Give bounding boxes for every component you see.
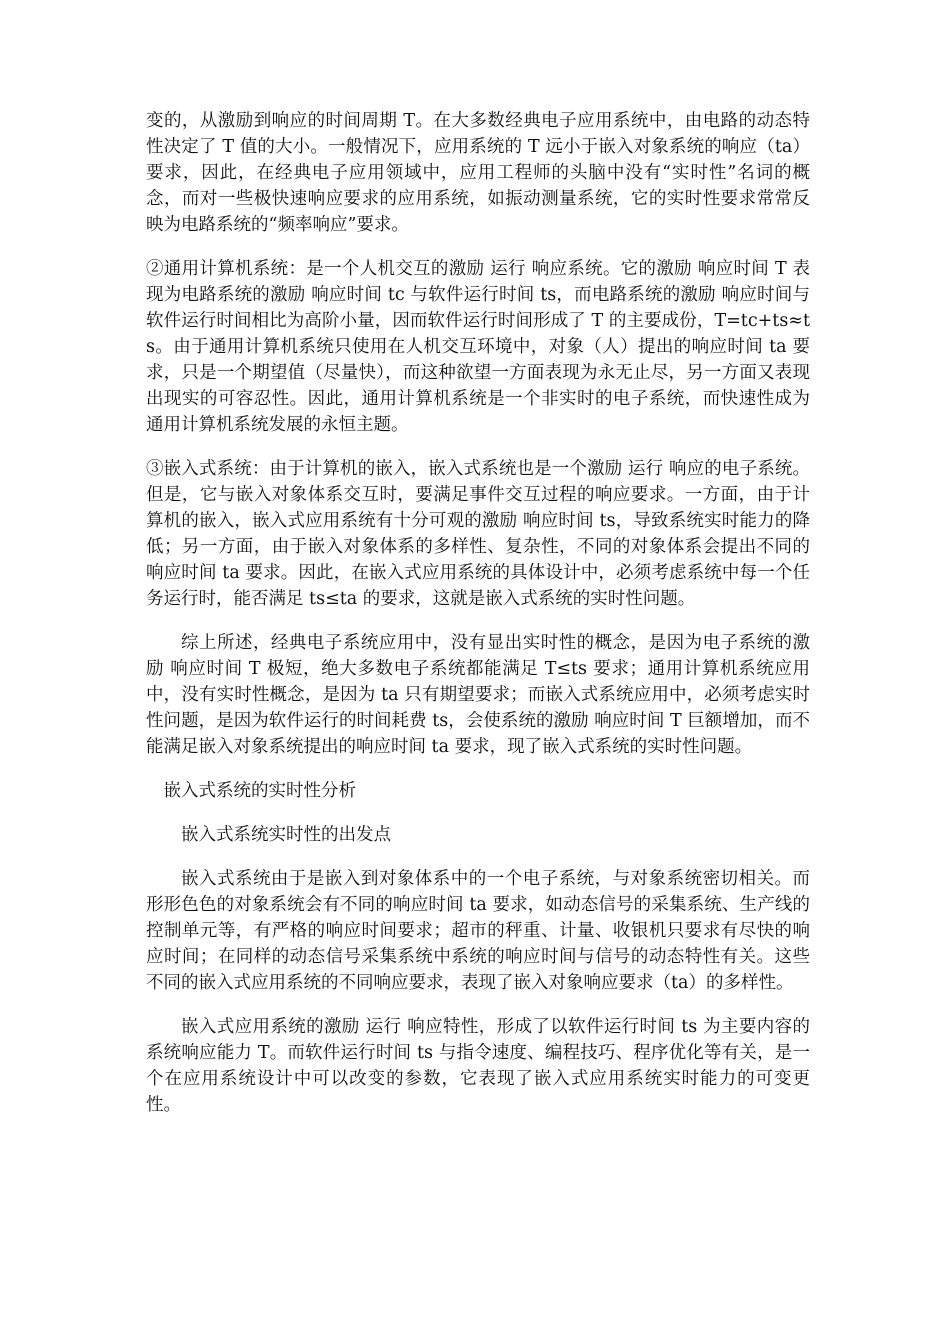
subsection-heading-starting-point: 嵌入式系统实时性的出发点 bbox=[181, 825, 391, 845]
section-heading-realtime-analysis: 嵌入式系统的实时性分析 bbox=[163, 781, 356, 801]
paragraph-summary: 综上所述，经典电子系统应用中，没有显出实时性的概念，是因为电子系统的激励 响应时间 T 极短，绝大多数电子系统都能满足 T≤ts 要求；通用计算机系统应用中，没有实时性概念，是因为 ta 只有期望要求；而嵌入式系统应用中，必须考虑实时性问题，是因为软件运行的时间耗费 ts，会使系统的激励 响应时间 T 巨额增加，而不能满足嵌入对象系统提出的响应时间 ta 要求，现了嵌入式系统的实时性问题。 bbox=[146, 633, 810, 757]
paragraph-object-response-diversity: 嵌入式系统由于是嵌入到对象体系中的一个电子系统，与对象系统密切相关。而形形色色的对象系统会有不同的响应时间 ta 要求，如动态信号的采集系统、生产线的控制单元等，有严格的响应时间要求；超市的秤重、计量、收银机只要求有尽快的响应时间；在同样的动态信号采集系统中系统的响应时间与信号的动态特性有关。这些不同的嵌入式应用系统的不同响应要求，表现了嵌入对象响应要求（ta）的多样性。 bbox=[146, 869, 810, 993]
paragraph-embedded-systems: ③嵌入式系统：由于计算机的嵌入，嵌入式系统也是一个激励 运行 响应的电子系统。但是，它与嵌入对象体系交互时，要满足事件交互过程的响应要求。一方面，由于计算机的嵌入，嵌入式应用系统有十分可观的激励 响应时间 ts，导致系统实时能力的降低；另一方面，由于嵌入对象体系的多样性、复杂性，不同的对象体系会提出不同的响应时间 ta 要求。因此，在嵌入式应用系统的具体设计中，必须考虑系统中每一个任务运行时，能否满足 ts≤ta 的要求，这就是嵌入式系统的实时性问题。 bbox=[146, 459, 810, 609]
paragraph-classic-electronic-systems: 变的，从激励到响应的时间周期 T。在大多数经典电子应用系统中，由电路的动态特性决定了 T 值的大小。一般情况下，应用系统的 T 远小于嵌入对象系统的响应（ta）要求，因此，在经典电子应用领域中，应用工程师的头脑中没有“实时性”名词的概念，而对一些极快速响应要求的应用系统，如振动测量系统，它的实时性要求常常反映为电路系统的“频率响应”要求。 bbox=[146, 111, 810, 235]
paragraph-general-computer-systems: ②通用计算机系统：是一个人机交互的激励 运行 响应系统。它的激励 响应时间 T 表现为电路系统的激励 响应时间 tc 与软件运行时间 ts，而电路系统的激励 响应时间与软件运行时间相比为高阶小量，因而软件运行时间形成了 T 的主要成份，T=tc+ts≈ts。由于通用计算机系统只使用在人机交互环境中，对象（人）提出的响应时间 ta 要求，只是一个期望值（尽量快），而这种欲望一方面表现为永无止尽，另一方面又表现出现实的可容忍性。因此，通用计算机系统是一个非实时的电子系统，而快速性成为通用计算机系统发展的永恒主题。 bbox=[146, 259, 810, 435]
document-page bbox=[146, 108, 810, 1136]
paragraph-response-capability-variability: 嵌入式应用系统的激励 运行 响应特性，形成了以软件运行时间 ts 为主要内容的系统响应能力 T。而软件运行时间 ts 与指令速度、编程技巧、程序优化等有关，是一个在应用系统设计中可以改变的参数，它表现了嵌入式应用系统实时能力的可变更性。 bbox=[146, 1017, 810, 1115]
